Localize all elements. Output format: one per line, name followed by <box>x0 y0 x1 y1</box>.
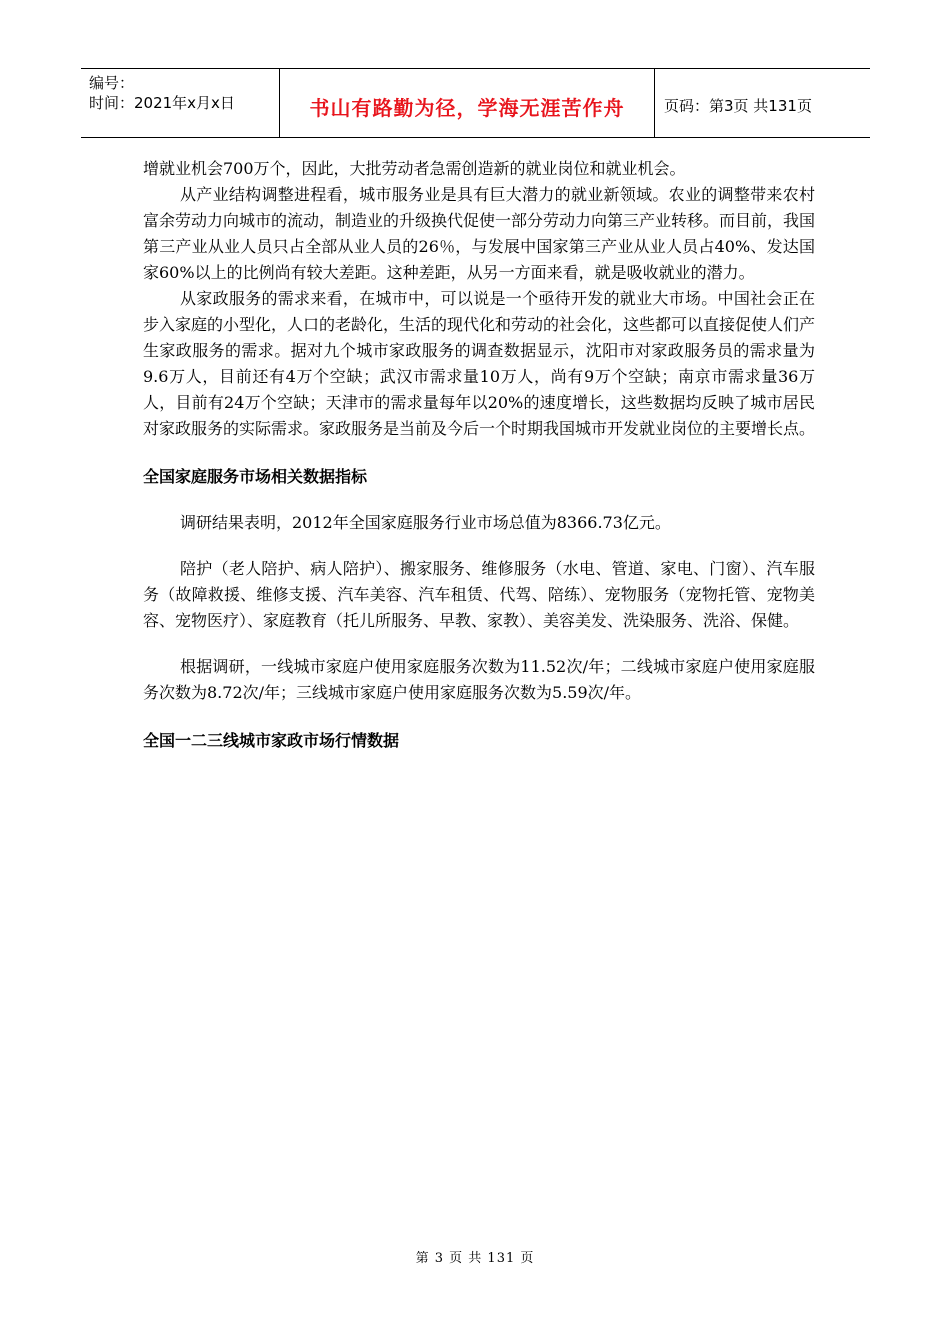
document-body <box>143 156 815 754</box>
header-page-number: 页码：第3页 共131页 <box>664 96 812 115</box>
document-date: 时间：2021年x月x日 <box>89 94 235 112</box>
header-meta <box>81 69 280 137</box>
paragraph: 从产业结构调整进程看，城市服务业是具有巨大潜力的就业新领域。农业的调整带来农村富余劳动力向城市的流动，制造业的升级换代促使一部分劳动力向第三产业转移。而目前，我国第三产业从业人员只占全部从业人员的26％，与发展中国家第三产业从业人员占40%、发达国家60%以上的比例尚有较大差距。这种差距，从另一方面来看，就是吸收就业的潜力。 <box>143 185 816 282</box>
paragraph: 调研结果表明，2012年全国家庭服务行业市场总值为8366.73亿元。 <box>180 513 671 532</box>
paragraph: 增就业机会700万个，因此，大批劳动者急需创造新的就业岗位和就业机会。 <box>143 159 686 178</box>
header-motto: 书山有路勤为径，学海无涯苦作舟 <box>280 69 655 137</box>
page-header <box>81 68 870 138</box>
paragraph: 根据调研，一线城市家庭户使用家庭服务次数为11.52次/年；二线城市家庭户使用家庭服务次数为8.72次/年；三线城市家庭户使用家庭服务次数为5.59次/年。 <box>143 657 815 702</box>
page-footer: 第 3 页 共 131 页 <box>415 1251 535 1266</box>
document-number-label: 编号： <box>89 74 135 92</box>
paragraph: 陪护（老人陪护、病人陪护）、搬家服务、维修服务（水电、管道、家电、门窗）、汽车服务（故障救援、维修支援、汽车美容、汽车租赁、代驾、陪练）、宠物服务（宠物托管、宠物美容、宠物医疗）、家庭教育（托儿所服务、早教、家教）、美容美发、洗染服务、洗浴、保健。 <box>143 559 815 630</box>
section-heading: 全国家庭服务市场相关数据指标 <box>143 467 368 486</box>
paragraph: 从家政服务的需求来看，在城市中，可以说是一个亟待开发的就业大市场。中国社会正在步入家庭的小型化，人口的老龄化，生活的现代化和劳动的社会化，这些都可以直接促使人们产生家政服务的需求。据对九个城市家政服务的调查数据显示，沈阳市对家政服务员的需求量为9.6万人，目前还有4万个空缺；武汉市需求量10万人，尚有9万个空缺；南京市需求量36万人，目前有24万个空缺；天津市的需求量每年以20%的速度增长，这些数据均反映了城市居民对家政服务的实际需求。家政服务是当前及今后一个时期我国城市开发就业岗位的主要增长点。 <box>143 289 816 438</box>
section-heading: 全国一二三线城市家政市场行情数据 <box>143 731 400 750</box>
